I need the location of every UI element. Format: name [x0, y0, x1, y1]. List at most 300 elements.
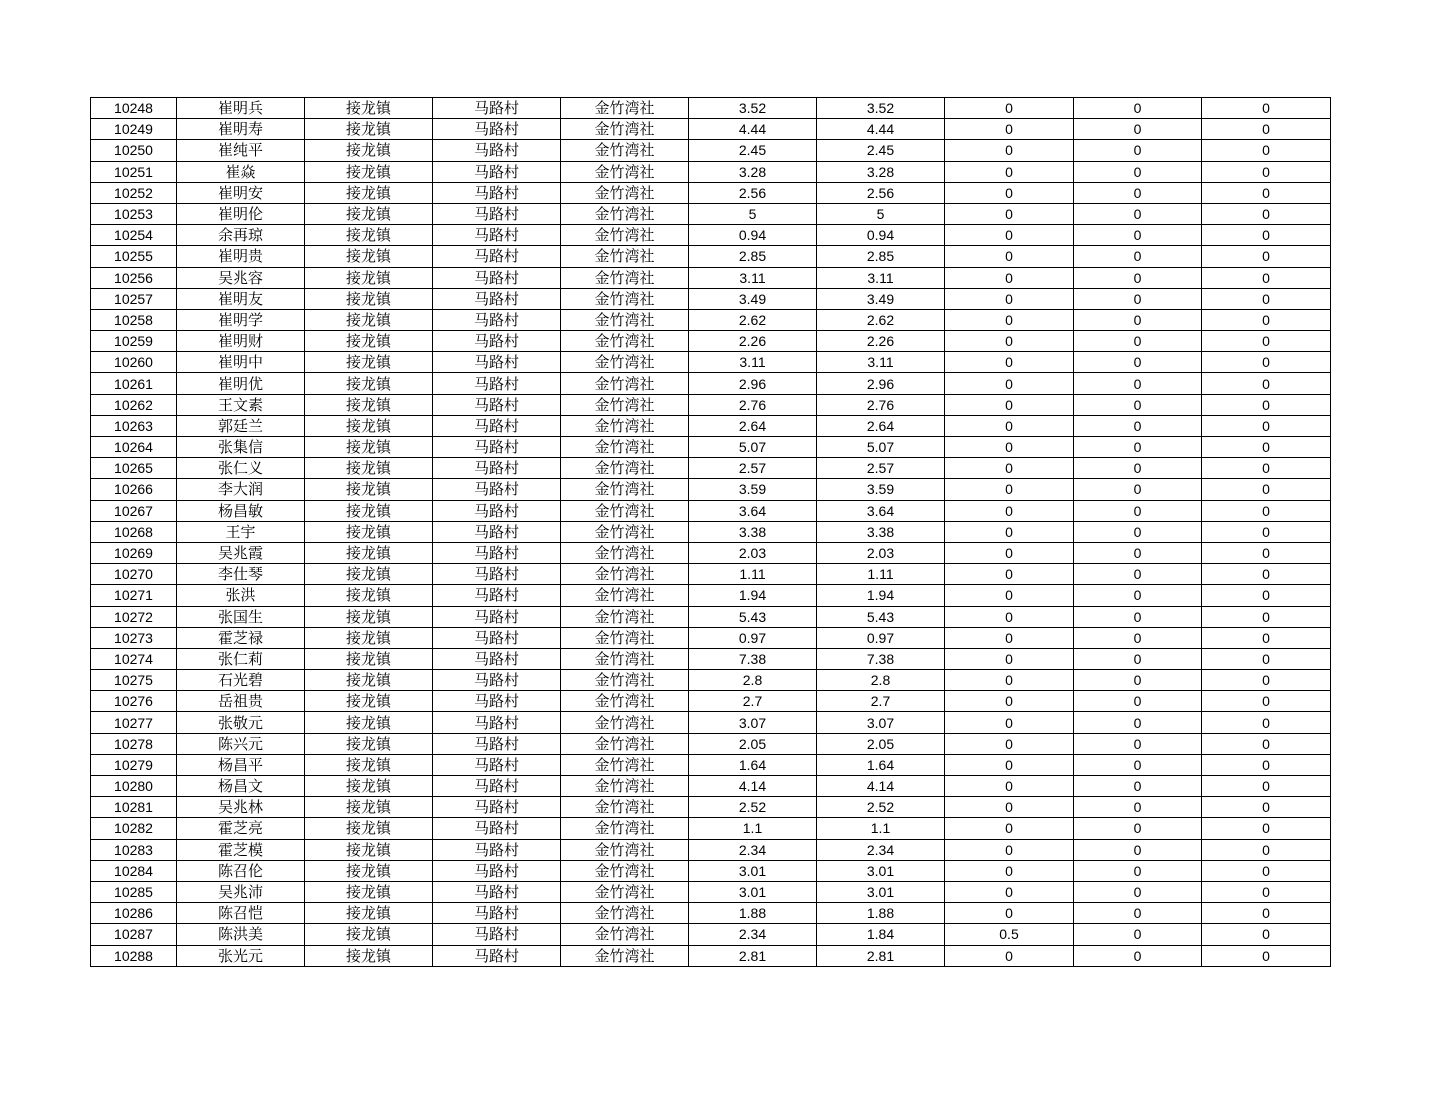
area-total-cell: 3.52 — [689, 98, 817, 119]
town-cell: 接龙镇 — [305, 331, 433, 352]
table-row — [91, 670, 1331, 691]
area-d-cell: 0 — [1202, 691, 1331, 712]
id-cell: 10259 — [91, 331, 177, 352]
id-cell: 10255 — [91, 246, 177, 267]
group-cell: 金竹湾社 — [561, 691, 689, 712]
group-cell: 金竹湾社 — [561, 860, 689, 881]
group-cell: 金竹湾社 — [561, 648, 689, 669]
village-cell: 马路村 — [433, 415, 561, 436]
town-cell: 接龙镇 — [305, 733, 433, 754]
town-cell: 接龙镇 — [305, 267, 433, 288]
area-c-cell: 0 — [1074, 818, 1202, 839]
table-row — [91, 564, 1331, 585]
group-cell: 金竹湾社 — [561, 309, 689, 330]
area-a-cell: 2.03 — [817, 542, 945, 563]
area-c-cell: 0 — [1074, 670, 1202, 691]
area-total-cell: 3.01 — [689, 860, 817, 881]
name-cell: 霍芝模 — [177, 839, 305, 860]
area-b-cell: 0 — [945, 881, 1074, 902]
area-b-cell: 0 — [945, 373, 1074, 394]
area-c-cell: 0 — [1074, 521, 1202, 542]
group-cell: 金竹湾社 — [561, 352, 689, 373]
name-cell: 杨昌敏 — [177, 500, 305, 521]
table-row — [91, 119, 1331, 140]
group-cell: 金竹湾社 — [561, 415, 689, 436]
area-c-cell: 0 — [1074, 161, 1202, 182]
village-cell: 马路村 — [433, 203, 561, 224]
area-d-cell: 0 — [1202, 309, 1331, 330]
table-row — [91, 331, 1331, 352]
id-cell: 10261 — [91, 373, 177, 394]
table-row — [91, 394, 1331, 415]
village-cell: 马路村 — [433, 140, 561, 161]
data-table — [90, 97, 1331, 967]
area-b-cell: 0 — [945, 564, 1074, 585]
area-b-cell: 0 — [945, 246, 1074, 267]
area-c-cell: 0 — [1074, 860, 1202, 881]
area-b-cell: 0 — [945, 500, 1074, 521]
name-cell: 王文素 — [177, 394, 305, 415]
town-cell: 接龙镇 — [305, 881, 433, 902]
area-total-cell: 2.64 — [689, 415, 817, 436]
group-cell: 金竹湾社 — [561, 627, 689, 648]
group-cell: 金竹湾社 — [561, 797, 689, 818]
area-a-cell: 3.07 — [817, 712, 945, 733]
village-cell: 马路村 — [433, 606, 561, 627]
group-cell: 金竹湾社 — [561, 945, 689, 966]
name-cell: 崔明友 — [177, 288, 305, 309]
area-total-cell: 0.97 — [689, 627, 817, 648]
id-cell: 10279 — [91, 754, 177, 775]
group-cell: 金竹湾社 — [561, 288, 689, 309]
area-a-cell: 0.97 — [817, 627, 945, 648]
area-d-cell: 0 — [1202, 140, 1331, 161]
area-b-cell: 0 — [945, 331, 1074, 352]
id-cell: 10277 — [91, 712, 177, 733]
id-cell: 10266 — [91, 479, 177, 500]
area-c-cell: 0 — [1074, 945, 1202, 966]
area-d-cell: 0 — [1202, 924, 1331, 945]
town-cell: 接龙镇 — [305, 712, 433, 733]
table-row — [91, 458, 1331, 479]
area-total-cell: 2.26 — [689, 331, 817, 352]
group-cell: 金竹湾社 — [561, 267, 689, 288]
area-a-cell: 1.11 — [817, 564, 945, 585]
town-cell: 接龙镇 — [305, 670, 433, 691]
area-a-cell: 5.07 — [817, 437, 945, 458]
name-cell: 崔明优 — [177, 373, 305, 394]
id-cell: 10264 — [91, 437, 177, 458]
village-cell: 马路村 — [433, 394, 561, 415]
village-cell: 马路村 — [433, 246, 561, 267]
village-cell: 马路村 — [433, 564, 561, 585]
village-cell: 马路村 — [433, 776, 561, 797]
area-a-cell: 3.01 — [817, 860, 945, 881]
area-b-cell: 0 — [945, 352, 1074, 373]
id-cell: 10251 — [91, 161, 177, 182]
area-b-cell: 0 — [945, 119, 1074, 140]
area-a-cell: 1.84 — [817, 924, 945, 945]
area-total-cell: 3.28 — [689, 161, 817, 182]
area-a-cell: 2.7 — [817, 691, 945, 712]
id-cell: 10252 — [91, 182, 177, 203]
area-a-cell: 2.64 — [817, 415, 945, 436]
area-d-cell: 0 — [1202, 225, 1331, 246]
area-d-cell: 0 — [1202, 860, 1331, 881]
area-a-cell: 3.49 — [817, 288, 945, 309]
table-row — [91, 225, 1331, 246]
area-d-cell: 0 — [1202, 712, 1331, 733]
area-c-cell: 0 — [1074, 140, 1202, 161]
area-d-cell: 0 — [1202, 288, 1331, 309]
id-cell: 10272 — [91, 606, 177, 627]
town-cell: 接龙镇 — [305, 246, 433, 267]
group-cell: 金竹湾社 — [561, 606, 689, 627]
group-cell: 金竹湾社 — [561, 500, 689, 521]
village-cell: 马路村 — [433, 98, 561, 119]
area-d-cell: 0 — [1202, 818, 1331, 839]
area-total-cell: 3.64 — [689, 500, 817, 521]
table-row — [91, 712, 1331, 733]
table-row — [91, 98, 1331, 119]
name-cell: 陈召伦 — [177, 860, 305, 881]
name-cell: 崔明伦 — [177, 203, 305, 224]
area-b-cell: 0 — [945, 225, 1074, 246]
area-b-cell: 0 — [945, 479, 1074, 500]
id-cell: 10270 — [91, 564, 177, 585]
area-b-cell: 0 — [945, 839, 1074, 860]
area-b-cell: 0 — [945, 140, 1074, 161]
area-total-cell: 3.07 — [689, 712, 817, 733]
table-row — [91, 797, 1331, 818]
name-cell: 崔明贵 — [177, 246, 305, 267]
id-cell: 10256 — [91, 267, 177, 288]
town-cell: 接龙镇 — [305, 182, 433, 203]
town-cell: 接龙镇 — [305, 161, 433, 182]
area-d-cell: 0 — [1202, 352, 1331, 373]
area-b-cell: 0 — [945, 415, 1074, 436]
town-cell: 接龙镇 — [305, 860, 433, 881]
area-d-cell: 0 — [1202, 246, 1331, 267]
area-total-cell: 3.11 — [689, 267, 817, 288]
village-cell: 马路村 — [433, 670, 561, 691]
area-c-cell: 0 — [1074, 331, 1202, 352]
area-total-cell: 5.07 — [689, 437, 817, 458]
area-c-cell: 0 — [1074, 246, 1202, 267]
table-row — [91, 479, 1331, 500]
area-total-cell: 3.01 — [689, 881, 817, 902]
area-a-cell: 3.52 — [817, 98, 945, 119]
area-d-cell: 0 — [1202, 373, 1331, 394]
area-b-cell: 0 — [945, 585, 1074, 606]
name-cell: 崔明中 — [177, 352, 305, 373]
table-row — [91, 352, 1331, 373]
table-row — [91, 288, 1331, 309]
area-b-cell: 0 — [945, 203, 1074, 224]
group-cell: 金竹湾社 — [561, 839, 689, 860]
village-cell: 马路村 — [433, 182, 561, 203]
village-cell: 马路村 — [433, 839, 561, 860]
table-row — [91, 776, 1331, 797]
area-c-cell: 0 — [1074, 797, 1202, 818]
group-cell: 金竹湾社 — [561, 733, 689, 754]
town-cell: 接龙镇 — [305, 288, 433, 309]
area-d-cell: 0 — [1202, 98, 1331, 119]
town-cell: 接龙镇 — [305, 606, 433, 627]
id-cell: 10269 — [91, 542, 177, 563]
village-cell: 马路村 — [433, 797, 561, 818]
table-body — [91, 98, 1331, 967]
group-cell: 金竹湾社 — [561, 161, 689, 182]
village-cell: 马路村 — [433, 542, 561, 563]
name-cell: 张光元 — [177, 945, 305, 966]
area-a-cell: 3.59 — [817, 479, 945, 500]
area-b-cell: 0 — [945, 267, 1074, 288]
name-cell: 吴兆容 — [177, 267, 305, 288]
village-cell: 马路村 — [433, 733, 561, 754]
id-cell: 10282 — [91, 818, 177, 839]
area-a-cell: 3.11 — [817, 267, 945, 288]
table-row — [91, 373, 1331, 394]
area-d-cell: 0 — [1202, 776, 1331, 797]
id-cell: 10274 — [91, 648, 177, 669]
area-b-cell: 0 — [945, 945, 1074, 966]
area-d-cell: 0 — [1202, 606, 1331, 627]
area-d-cell: 0 — [1202, 903, 1331, 924]
town-cell: 接龙镇 — [305, 437, 433, 458]
area-c-cell: 0 — [1074, 373, 1202, 394]
group-cell: 金竹湾社 — [561, 670, 689, 691]
area-a-cell: 0.94 — [817, 225, 945, 246]
village-cell: 马路村 — [433, 479, 561, 500]
id-cell: 10248 — [91, 98, 177, 119]
town-cell: 接龙镇 — [305, 119, 433, 140]
group-cell: 金竹湾社 — [561, 881, 689, 902]
town-cell: 接龙镇 — [305, 627, 433, 648]
table-row — [91, 246, 1331, 267]
name-cell: 吴兆林 — [177, 797, 305, 818]
area-total-cell: 3.11 — [689, 352, 817, 373]
area-total-cell: 1.1 — [689, 818, 817, 839]
area-c-cell: 0 — [1074, 542, 1202, 563]
id-cell: 10268 — [91, 521, 177, 542]
area-d-cell: 0 — [1202, 585, 1331, 606]
id-cell: 10254 — [91, 225, 177, 246]
area-c-cell: 0 — [1074, 394, 1202, 415]
town-cell: 接龙镇 — [305, 458, 433, 479]
table-row — [91, 500, 1331, 521]
area-c-cell: 0 — [1074, 458, 1202, 479]
area-d-cell: 0 — [1202, 648, 1331, 669]
area-a-cell: 2.96 — [817, 373, 945, 394]
area-total-cell: 2.85 — [689, 246, 817, 267]
area-a-cell: 2.81 — [817, 945, 945, 966]
area-d-cell: 0 — [1202, 479, 1331, 500]
group-cell: 金竹湾社 — [561, 225, 689, 246]
group-cell: 金竹湾社 — [561, 542, 689, 563]
area-d-cell: 0 — [1202, 754, 1331, 775]
name-cell: 石光碧 — [177, 670, 305, 691]
name-cell: 崔焱 — [177, 161, 305, 182]
name-cell: 吴兆沛 — [177, 881, 305, 902]
area-a-cell: 2.56 — [817, 182, 945, 203]
area-total-cell: 1.11 — [689, 564, 817, 585]
village-cell: 马路村 — [433, 267, 561, 288]
town-cell: 接龙镇 — [305, 225, 433, 246]
table-row — [91, 903, 1331, 924]
area-b-cell: 0 — [945, 627, 1074, 648]
area-total-cell: 2.7 — [689, 691, 817, 712]
group-cell: 金竹湾社 — [561, 903, 689, 924]
area-a-cell: 1.88 — [817, 903, 945, 924]
group-cell: 金竹湾社 — [561, 98, 689, 119]
area-total-cell: 4.14 — [689, 776, 817, 797]
area-a-cell: 2.76 — [817, 394, 945, 415]
town-cell: 接龙镇 — [305, 309, 433, 330]
group-cell: 金竹湾社 — [561, 394, 689, 415]
area-total-cell: 1.94 — [689, 585, 817, 606]
town-cell: 接龙镇 — [305, 818, 433, 839]
id-cell: 10280 — [91, 776, 177, 797]
area-c-cell: 0 — [1074, 182, 1202, 203]
area-a-cell: 4.14 — [817, 776, 945, 797]
name-cell: 张仁莉 — [177, 648, 305, 669]
group-cell: 金竹湾社 — [561, 119, 689, 140]
table-row — [91, 860, 1331, 881]
village-cell: 马路村 — [433, 712, 561, 733]
town-cell: 接龙镇 — [305, 648, 433, 669]
name-cell: 岳祖贵 — [177, 691, 305, 712]
area-c-cell: 0 — [1074, 585, 1202, 606]
name-cell: 崔明兵 — [177, 98, 305, 119]
area-a-cell: 1.1 — [817, 818, 945, 839]
area-total-cell: 2.03 — [689, 542, 817, 563]
group-cell: 金竹湾社 — [561, 182, 689, 203]
name-cell: 陈洪美 — [177, 924, 305, 945]
id-cell: 10287 — [91, 924, 177, 945]
town-cell: 接龙镇 — [305, 140, 433, 161]
area-total-cell: 3.38 — [689, 521, 817, 542]
area-total-cell: 2.05 — [689, 733, 817, 754]
town-cell: 接龙镇 — [305, 203, 433, 224]
area-total-cell: 5 — [689, 203, 817, 224]
area-a-cell: 3.01 — [817, 881, 945, 902]
area-c-cell: 0 — [1074, 267, 1202, 288]
area-c-cell: 0 — [1074, 352, 1202, 373]
village-cell: 马路村 — [433, 500, 561, 521]
name-cell: 李仕琴 — [177, 564, 305, 585]
area-d-cell: 0 — [1202, 119, 1331, 140]
name-cell: 陈兴元 — [177, 733, 305, 754]
area-c-cell: 0 — [1074, 712, 1202, 733]
town-cell: 接龙镇 — [305, 352, 433, 373]
table-row — [91, 542, 1331, 563]
name-cell: 吴兆霞 — [177, 542, 305, 563]
area-d-cell: 0 — [1202, 161, 1331, 182]
area-a-cell: 7.38 — [817, 648, 945, 669]
area-d-cell: 0 — [1202, 458, 1331, 479]
area-b-cell: 0 — [945, 458, 1074, 479]
area-b-cell: 0 — [945, 309, 1074, 330]
area-a-cell: 2.57 — [817, 458, 945, 479]
area-b-cell: 0 — [945, 182, 1074, 203]
area-c-cell: 0 — [1074, 309, 1202, 330]
table-row — [91, 415, 1331, 436]
area-b-cell: 0 — [945, 542, 1074, 563]
area-d-cell: 0 — [1202, 331, 1331, 352]
area-d-cell: 0 — [1202, 394, 1331, 415]
name-cell: 崔明寿 — [177, 119, 305, 140]
area-total-cell: 2.62 — [689, 309, 817, 330]
area-a-cell: 2.52 — [817, 797, 945, 818]
id-cell: 10250 — [91, 140, 177, 161]
id-cell: 10288 — [91, 945, 177, 966]
id-cell: 10253 — [91, 203, 177, 224]
area-b-cell: 0 — [945, 161, 1074, 182]
area-c-cell: 0 — [1074, 606, 1202, 627]
name-cell: 张国生 — [177, 606, 305, 627]
village-cell: 马路村 — [433, 860, 561, 881]
group-cell: 金竹湾社 — [561, 585, 689, 606]
area-b-cell: 0 — [945, 712, 1074, 733]
group-cell: 金竹湾社 — [561, 521, 689, 542]
area-total-cell: 2.52 — [689, 797, 817, 818]
name-cell: 郭廷兰 — [177, 415, 305, 436]
area-d-cell: 0 — [1202, 542, 1331, 563]
id-cell: 10267 — [91, 500, 177, 521]
town-cell: 接龙镇 — [305, 776, 433, 797]
id-cell: 10257 — [91, 288, 177, 309]
town-cell: 接龙镇 — [305, 394, 433, 415]
id-cell: 10265 — [91, 458, 177, 479]
area-total-cell: 2.8 — [689, 670, 817, 691]
area-c-cell: 0 — [1074, 627, 1202, 648]
area-b-cell: 0 — [945, 394, 1074, 415]
village-cell: 马路村 — [433, 225, 561, 246]
table-row — [91, 437, 1331, 458]
village-cell: 马路村 — [433, 331, 561, 352]
id-cell: 10260 — [91, 352, 177, 373]
area-a-cell: 2.62 — [817, 309, 945, 330]
village-cell: 马路村 — [433, 754, 561, 775]
village-cell: 马路村 — [433, 691, 561, 712]
area-total-cell: 4.44 — [689, 119, 817, 140]
group-cell: 金竹湾社 — [561, 140, 689, 161]
area-d-cell: 0 — [1202, 797, 1331, 818]
area-c-cell: 0 — [1074, 564, 1202, 585]
name-cell: 杨昌文 — [177, 776, 305, 797]
table-row — [91, 267, 1331, 288]
area-total-cell: 2.57 — [689, 458, 817, 479]
id-cell: 10258 — [91, 309, 177, 330]
area-b-cell: 0 — [945, 733, 1074, 754]
area-d-cell: 0 — [1202, 670, 1331, 691]
town-cell: 接龙镇 — [305, 797, 433, 818]
id-cell: 10263 — [91, 415, 177, 436]
name-cell: 李大润 — [177, 479, 305, 500]
area-d-cell: 0 — [1202, 881, 1331, 902]
area-c-cell: 0 — [1074, 119, 1202, 140]
area-c-cell: 0 — [1074, 881, 1202, 902]
id-cell: 10285 — [91, 881, 177, 902]
table-row — [91, 945, 1331, 966]
area-b-cell: 0 — [945, 670, 1074, 691]
area-total-cell: 2.81 — [689, 945, 817, 966]
area-total-cell: 2.56 — [689, 182, 817, 203]
area-b-cell: 0 — [945, 98, 1074, 119]
area-c-cell: 0 — [1074, 203, 1202, 224]
group-cell: 金竹湾社 — [561, 203, 689, 224]
